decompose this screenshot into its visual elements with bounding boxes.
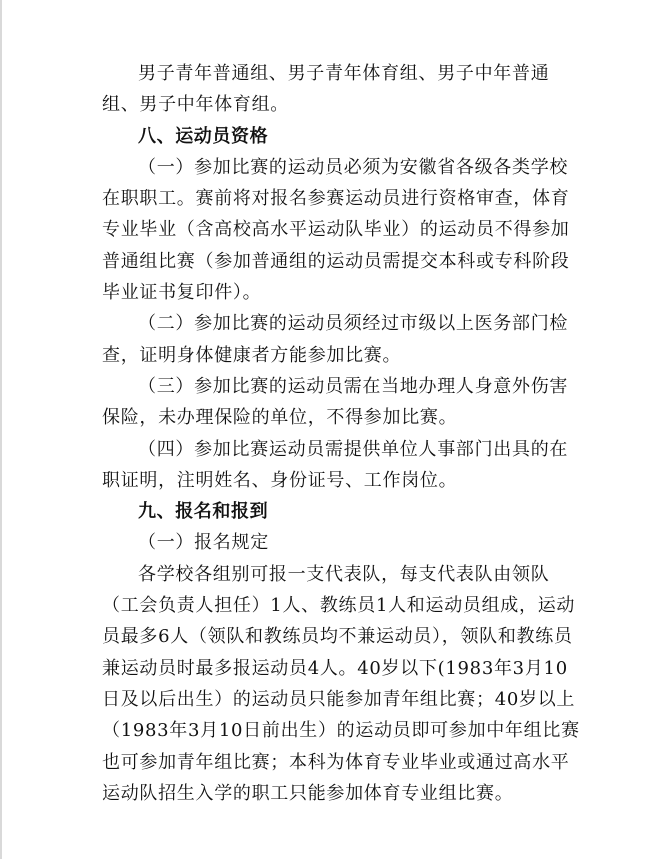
section-8-item-4: （四）参加比赛运动员需提供单位人事部门出具的在职证明，注明姓名、身份证号、工作岗位。 [102,438,569,491]
section-8-item-3: （三）参加比赛的运动员需在当地办理人身意外伤害保险，未办理保险的单位，不得参加比赛。 [102,375,569,429]
section-9-body: 各学校各组别可报一支代表队，每支代表队由领队（工会负责人担任）1人、教练员1人和运动员组成，运动员最多6人（领队和教练员均不兼运动员），领队和教练员兼运动员时最多报运动员4人。40岁以下(1983年3月10日及以后出生）的运动员只能参加青年组比赛；40岁以上（1983年3月10日前出生）的运动员即可参加中年组比赛也可参加青年组比赛；本科为体育专业毕业或通过高水平运动队招生入学的职工只能参加体育专业组比赛。 [102,563,580,804]
section-8-item-1: （一）参加比赛的运动员必须为安徽省各级各类学校在职职工。赛前将对报名参赛运动员进行资格审查，体育专业毕业（含高校高水平运动队毕业）的运动员不得参加普通组比赛（参加普通组的运动员需提交本科或专科阶段毕业证书复印件）。 [102,156,570,304]
section-9-subheading: （一）报名规定 [138,532,269,554]
section-8-item-2: （二）参加比赛的运动员须经过市级以上医务部门检查，证明身体健康者方能参加比赛。 [102,313,569,366]
groups-paragraph: 男子青年普通组、男子青年体育组、男子中年普通组、男子中年体育组。 [102,63,550,116]
document-body [102,58,582,809]
page-edge [0,0,2,859]
section-9-heading: 九、报名和报到 [138,501,269,523]
section-8-heading: 八、运动员资格 [138,125,269,147]
